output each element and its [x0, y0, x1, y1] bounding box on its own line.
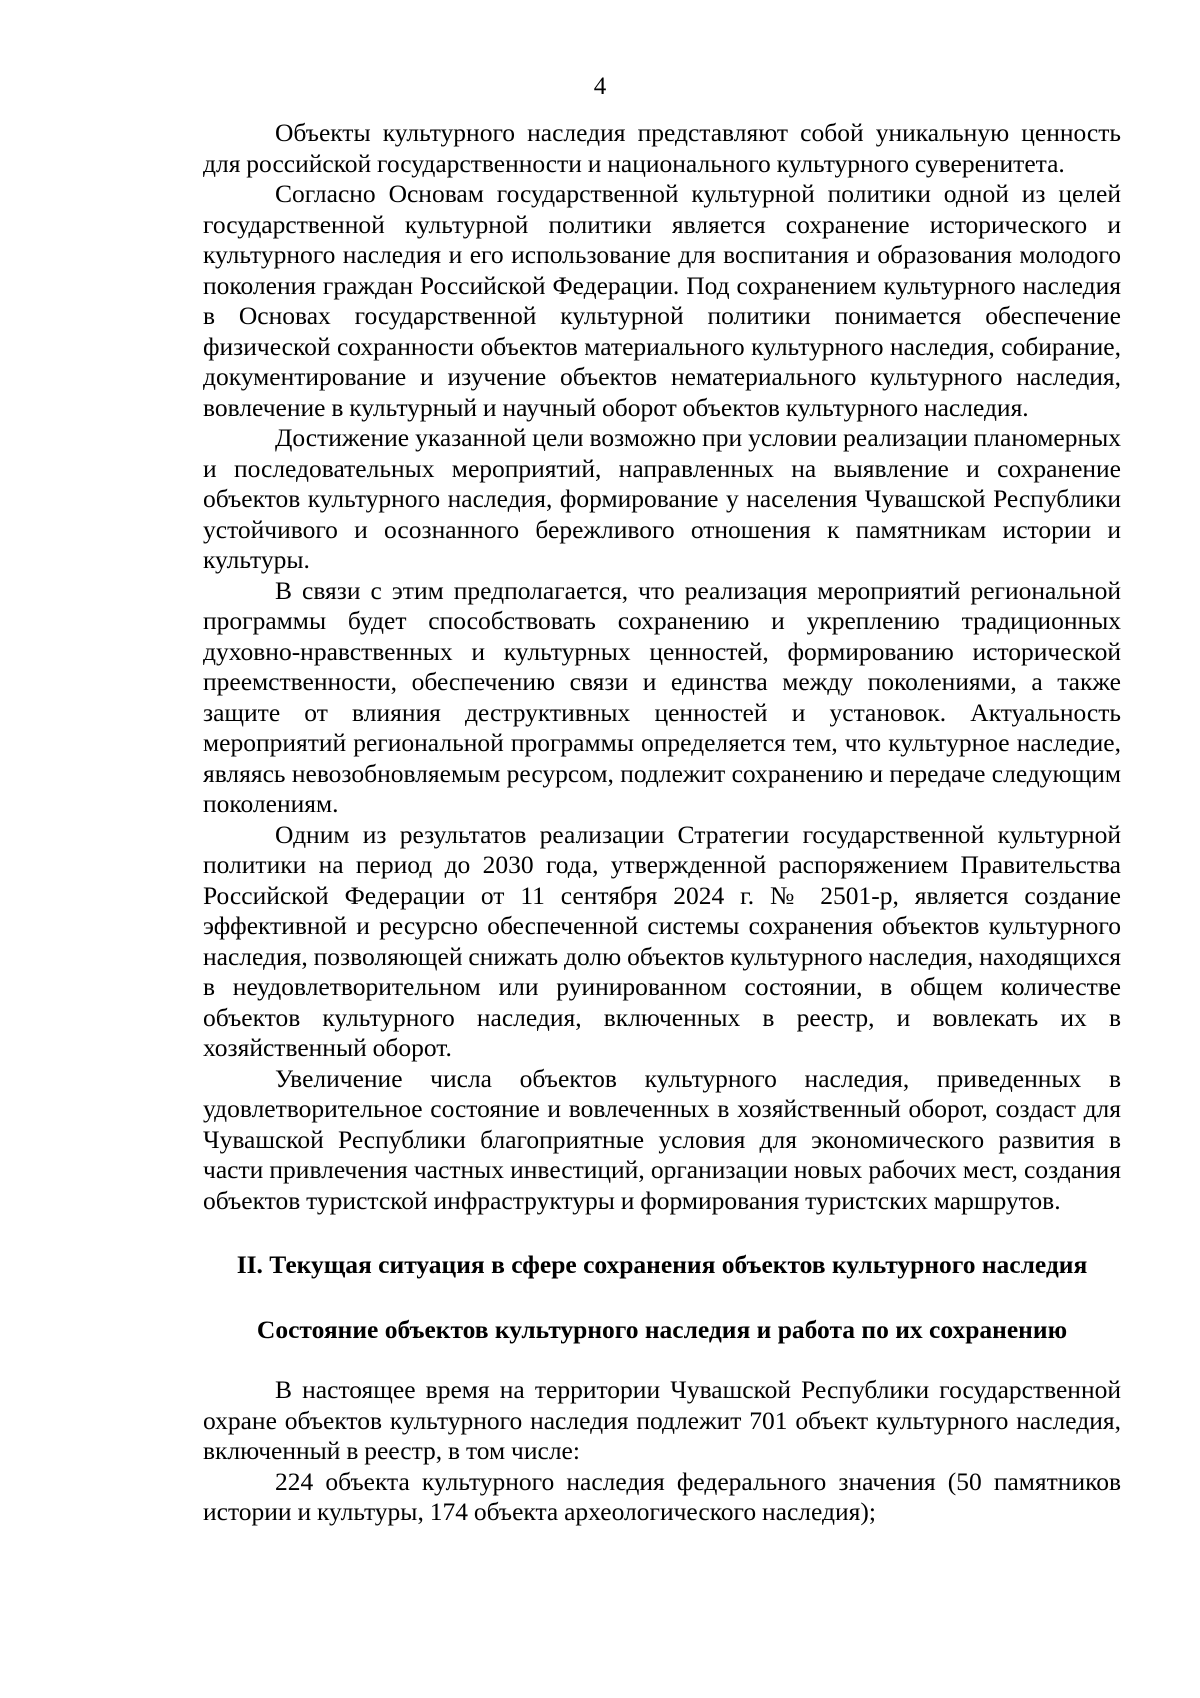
paragraph: В связи с этим предполагается, что реализация мероприятий региональной программы будет способствовать сохранению и укреплению традиционных духовно-нравственных и культурных ценностей, формированию исторической преемственности, обеспечению связи и единства между поколениями, а также защите от влияния деструктивных ценностей и установок. Актуальность мероприятий региональной программы определяется тем, что культурное наследие, являясь невозобновляемым ресурсом, подлежит сохранению и передаче следующим поколениям. [203, 575, 1121, 818]
paragraph: Объекты культурного наследия представляют собой уникальную ценность для российской государственности и национального культурного суверенитета. [203, 118, 1121, 178]
subsection-heading: Состояние объектов культурного наследия и работа по их сохранению [256, 1314, 1068, 1344]
page-number: 4 [593, 73, 607, 100]
paragraph: Согласно Основам государственной культурной политики одной из целей государственной культурной политики является сохранение исторического и культурного наследия и его использование для воспитания и образования молодого поколения граждан Российской Федерации. Под сохранением культурного наследия в Основах государственной культурной политики понимается обеспечение физической сохранности объектов материального культурного наследия, собирание, документирование и изучение объектов нематериального культурного наследия, вовлечение в культурный и научный оборот объектов культурного наследия. [203, 179, 1121, 422]
paragraph: Увеличение числа объектов культурного наследия, приведенных в удовлетворительное состояние и вовлеченных в хозяйственный оборот, создаст для Чувашской Республики благоприятные условия для экономического развития в части привлечения частных инвестиций, организации новых рабочих мест, создания объектов туристской инфраструктуры и формирования туристских маршрутов. [203, 1063, 1121, 1215]
section-heading: II. Текущая ситуация в сфере сохранения объектов культурного наследия [236, 1250, 1088, 1279]
paragraph: Достижение указанной цели возможно при условии реализации планомерных и последовательных мероприятий, направленных на выявление и сохранение объектов культурного наследия, формирование у населения Чувашской Республики устойчивого и осознанного бережливого отношения к памятникам истории и культуры. [203, 423, 1121, 574]
paragraph: В настоящее время на территории Чувашской Республики государственной охране объектов культурного наследия подлежит 701 объект культурного наследия, включенный в реестр, в том числе: [203, 1375, 1121, 1465]
document-body [203, 118, 1121, 1528]
paragraph: Одним из результатов реализации Стратегии государственной культурной политики на период до 2030 года, утвержденной распоряжением Правительства Российской Федерации от 11 сентября 2024 г. № 2501-р, является создание эффективной и ресурсно обеспеченной системы сохранения объектов культурного наследия, позволяющей снижать долю объектов культурного наследия, находящихся в неудовлетворительном или руинированном состоянии, в общем количестве объектов культурного наследия, включенных в реестр, и вовлекать их в хозяйственный оборот. [203, 819, 1121, 1062]
paragraph: 224 объекта культурного наследия федерального значения (50 памятников истории и культуры, 174 объекта археологического наследия); [203, 1466, 1121, 1526]
